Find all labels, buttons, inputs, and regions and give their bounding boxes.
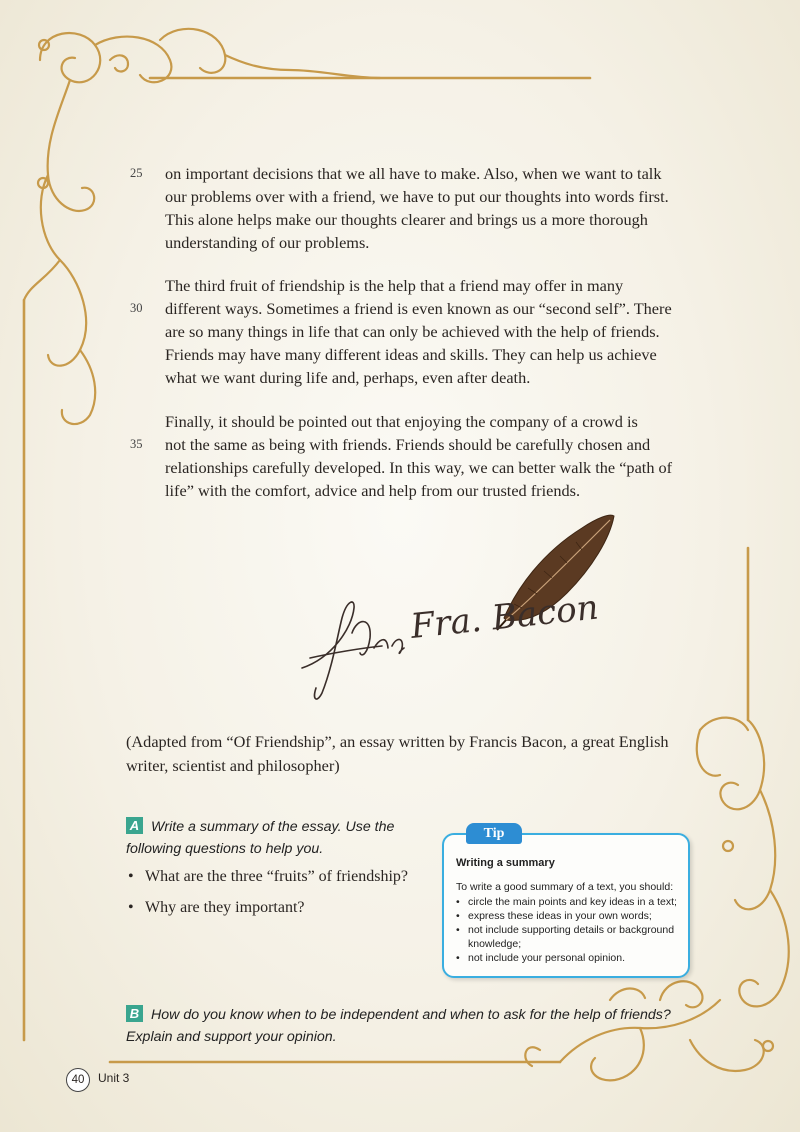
source-line-1: (Adapted from “Of Friendship”, an essay written by Francis Bacon, a great English [126, 732, 669, 751]
tip-box [442, 833, 690, 978]
activity-a-line-2: following questions to help you. [126, 841, 324, 857]
text-line: understanding of our problems. [165, 233, 370, 252]
tip-list [456, 895, 684, 965]
source-line-2: writer, scientist and philosopher) [126, 756, 340, 775]
tip-heading: Writing a summary [456, 857, 555, 869]
list-item: • circle the main points and key ideas in a text; [456, 895, 684, 909]
list-item: • express these ideas in your own words; [456, 909, 684, 923]
text-line: Finally, it should be pointed out that enjoying the company of a crowd is [165, 412, 638, 431]
activity-b-instructions [126, 1004, 686, 1048]
line-number: 25 [130, 166, 143, 180]
tip-tab-label: Tip [466, 823, 522, 844]
text-line: 25 on important decisions that we all have to make. Also, when we want to talk [130, 164, 662, 183]
activity-b-line-1: How do you know when to be independent and when to ask for the help of friends? [151, 1007, 671, 1023]
unit-label: Unit 3 [98, 1071, 130, 1085]
list-item: • Why are they important? [128, 897, 408, 928]
line-number: 35 [130, 437, 143, 451]
signature-mark [302, 587, 600, 699]
activity-a-line-1: Write a summary of the essay. Use the [151, 819, 395, 835]
signature-with-quill [292, 508, 622, 708]
source-citation [126, 730, 706, 778]
activity-b-badge: B [126, 1005, 143, 1022]
paragraph-2 [130, 274, 730, 389]
line-number: 30 [130, 301, 143, 315]
list-item: • not include supporting details or background knowledge; [456, 923, 684, 951]
paragraph-1 [130, 162, 730, 254]
text-line: what we want during life and, perhaps, even after death. [165, 368, 531, 387]
list-item: • not include your personal opinion. [456, 951, 684, 965]
text-line: our problems over with a friend, we have to put our thoughts into words first. [165, 187, 669, 206]
list-item: • What are the three “fruits” of friendship? [128, 866, 408, 897]
text-line: 30 different ways. Sometimes a friend is even known as our “second self”. There [130, 299, 672, 318]
signature-text: Fra. Bacon [408, 587, 601, 647]
text-line: 35 not the same as being with friends. Friends should be carefully chosen and [130, 435, 651, 454]
paragraph-3 [130, 410, 730, 502]
activity-a-instructions [126, 816, 426, 860]
text-line: life” with the comfort, advice and help from our trusted friends. [165, 481, 581, 500]
text-line: relationships carefully developed. In this way, we can better walk the “path of [165, 458, 673, 477]
activity-b-line-2: Explain and support your opinion. [126, 1029, 337, 1045]
text-line: This alone helps make our thoughts clearer and brings us a more thorough [165, 210, 648, 229]
tip-intro: To write a good summary of a text, you should: [456, 881, 674, 893]
text-line: Friends may have many different ideas and skills. They can help us achieve [165, 345, 657, 364]
activity-a-questions [128, 866, 408, 928]
page-number: 40 [66, 1068, 90, 1092]
text-line: The third fruit of friendship is the help that a friend may offer in many [165, 276, 624, 295]
text-line: are so many things in life that can only be achieved with the help of friends. [165, 322, 660, 341]
activity-a-badge: A [126, 817, 143, 834]
